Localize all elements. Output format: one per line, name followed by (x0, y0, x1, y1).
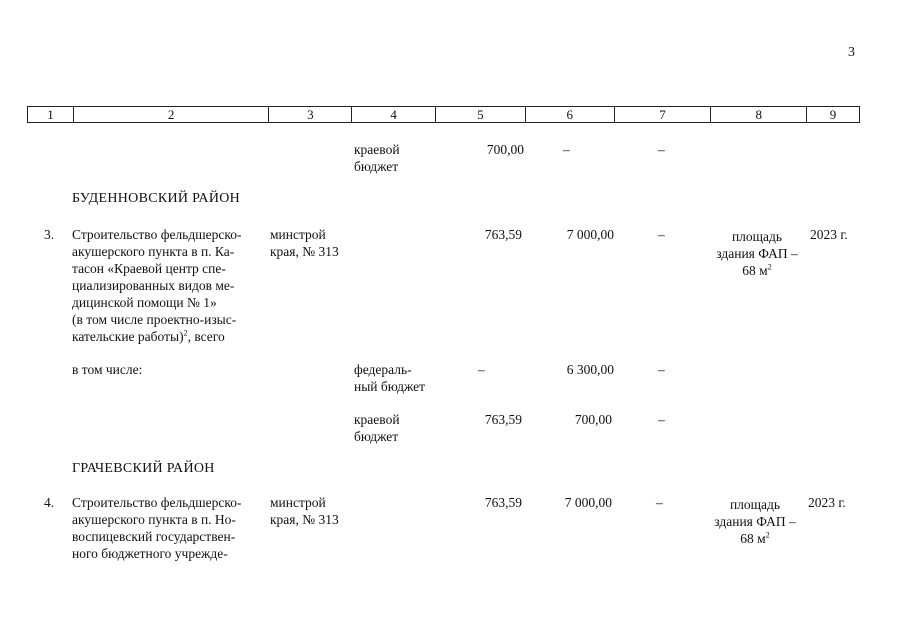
row3-footnote-mark: 2 (183, 328, 188, 338)
row4-col8-line (702, 530, 808, 547)
table-header (27, 106, 860, 123)
header-col-1: 1 (28, 107, 74, 122)
header-col-7: 7 (615, 107, 712, 122)
row3-col8-line: здания ФАП – (716, 246, 798, 261)
row3-incl-col5-dash: – (478, 362, 485, 377)
row3-kr-col7-dash: – (658, 412, 665, 427)
row0-col7-dash: – (658, 142, 665, 157)
row3-title-line: акушерского пункта в п. Ка- (72, 244, 235, 259)
row3-number: 3. (44, 227, 55, 242)
row4-col8-area (702, 496, 808, 547)
row3-col8-value: 68 м (742, 263, 768, 278)
row0-col5-value: 700,00 (486, 142, 524, 157)
row3-kr-col4-budget: краевой бюджет (354, 412, 400, 444)
row4-title-line: акушерского пункта в п. Но- (72, 512, 236, 527)
row3-col8-area (706, 228, 808, 279)
row4-title-line: Строительство фельдшерско- (72, 495, 242, 510)
row4-col3-agency: минстрой края, № 313 (270, 495, 339, 527)
row3-col8-line: площадь (731, 229, 783, 244)
section-title-grachevsky: ГРАЧЕВСКИЙ РАЙОН (72, 461, 215, 476)
header-col-5: 5 (436, 107, 526, 122)
row4-col6-value: 7 000,00 (564, 495, 612, 510)
row3-title-line: тасон «Краевой центр спе- (72, 261, 226, 276)
row0-col6-dash: – (563, 142, 570, 157)
row3-incl-col4-budget: федераль- ный бюджет (354, 362, 426, 394)
row3-col5-value: 763,59 (484, 227, 522, 242)
row4-title (72, 494, 264, 562)
header-col-8: 8 (711, 107, 807, 122)
section-title-budennovsky: БУДЕННОВСКИЙ РАЙОН (72, 191, 241, 206)
row3-col7-dash: – (658, 227, 665, 242)
row3-incl-label: в том числе: (72, 362, 143, 377)
row4-col7-dash: – (656, 495, 663, 510)
row3-col3-agency: минстрой края, № 313 (270, 227, 339, 259)
row3-kr-col5-value: 763,59 (484, 412, 522, 427)
row3-title-line: дицинской помощи № 1» (72, 295, 217, 310)
row3-title (72, 226, 264, 345)
row3-kr-col6-value: 700,00 (574, 412, 612, 427)
row4-col8-line: здания ФАП – (714, 514, 796, 529)
row3-col8-unit-sup: 2 (767, 262, 772, 272)
page-number: 3 (848, 45, 855, 60)
row4-col8-line: площадь (729, 497, 781, 512)
row3-title-line: Строительство фельдшерско- (72, 227, 242, 242)
row3-incl-col7-dash: – (658, 362, 665, 377)
row3-title-last-line (72, 328, 264, 345)
row4-number: 4. (44, 495, 55, 510)
header-col-6: 6 (526, 107, 615, 122)
header-col-4: 4 (352, 107, 436, 122)
row4-col8-value: 68 м (740, 531, 766, 546)
row4-title-line: воспицевский государствен- (72, 529, 236, 544)
row3-title-last-text: кательские работы) (72, 329, 184, 344)
header-col-3: 3 (269, 107, 352, 122)
row4-col8-unit-sup: 2 (765, 530, 770, 540)
row0-col4-budget: краевой бюджет (354, 142, 400, 174)
header-col-2: 2 (74, 107, 270, 122)
row3-col9-year: 2023 г. (810, 227, 848, 242)
header-col-9: 9 (829, 107, 837, 122)
row3-title-line: циализированных видов ме- (72, 278, 235, 293)
row3-col6-value: 7 000,00 (566, 227, 614, 242)
row3-title-line: (в том числе проектно-изыс- (72, 312, 237, 327)
row4-col5-value: 763,59 (484, 495, 522, 510)
row4-title-line: ного бюджетного учрежде- (72, 546, 228, 561)
row3-incl-col6-value: 6 300,00 (566, 362, 614, 377)
row3-col8-line (706, 262, 808, 279)
row3-title-tail: , всего (187, 329, 225, 344)
row4-col9-year: 2023 г. (808, 495, 846, 510)
